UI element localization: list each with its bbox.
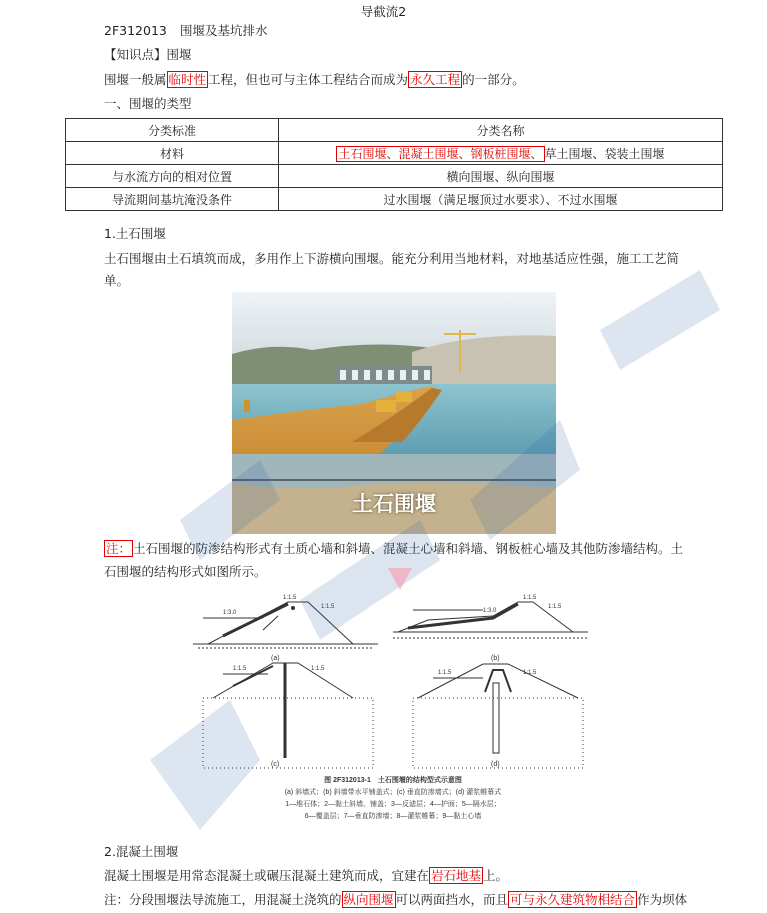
- concrete-text-before: 混凝土围堰是用常态混凝土或碾压混凝土建筑而成，宜建在: [104, 868, 430, 883]
- earth-rock-para-line2: 单。: [104, 273, 130, 288]
- concrete-note-middle: 可以两面挡水，而且: [395, 892, 509, 907]
- caption-line3: 6—覆盖层；7—垂直防渗墙；8—灌浆帷幕；9—黏土心墙: [304, 813, 482, 820]
- caption-line1: (a) 斜墙式；(b) 斜墙带水平铺盖式；(c) 垂直防渗墙式；(d) 灌浆帷幕式: [284, 789, 502, 796]
- highlight-permanent: 永久工程: [410, 72, 461, 87]
- table-cell-names: 过水围堰（满足堰顶过水要求）、不过水围堰: [279, 188, 723, 211]
- slope-label: 1:1.5: [321, 604, 335, 610]
- cofferdam-structure-figure: [193, 588, 593, 833]
- diagram-panel-d: [413, 664, 583, 768]
- panel-label-b: (b): [491, 655, 500, 662]
- table-header-row: [66, 119, 723, 142]
- highlight-combine: 可与永久建筑物相结合: [510, 892, 636, 907]
- caption-line2: 1—堆石体；2—黏土斜墙、铺盖；3—反滤层；4—护面；5—隔水层；: [285, 801, 501, 808]
- slope-label: 1:3.0: [483, 608, 497, 614]
- highlight-rock-foundation: 岩石地基: [431, 868, 482, 883]
- note-line2: 石围堰的结构形式如图所示。: [104, 564, 267, 579]
- concrete-note-after: 作为坝体: [637, 892, 688, 907]
- panel-label-d: (d): [491, 761, 500, 768]
- concrete-paragraph: [104, 867, 508, 885]
- panel-label-c: (c): [271, 761, 280, 768]
- slope-label: 1:1.5: [311, 666, 325, 672]
- slope-label: 1:1.5: [438, 670, 452, 676]
- table-header-cell: 分类标准: [66, 119, 279, 142]
- concrete-note-before: 注：分段围堰法导流施工，用混凝土浇筑的: [104, 892, 342, 907]
- earth-rock-heading: 1.土石围堰: [104, 226, 166, 241]
- table-cell-criterion: 材料: [66, 142, 279, 165]
- slope-label: 1:1.5: [283, 595, 297, 601]
- section-code: 2F312013: [104, 23, 167, 38]
- photo-caption: 土石围堰: [352, 492, 436, 516]
- watermark-logo-mark: [388, 568, 412, 590]
- intro-text-middle: 工程，但也可与主体工程结合而成为: [208, 72, 409, 87]
- slope-label: 1:1.5: [548, 604, 562, 610]
- table-cell-criterion: 导流期间基坑淹没条件: [66, 188, 279, 211]
- panel-labels: [271, 655, 500, 768]
- highlight-temporary: 临时性: [168, 72, 207, 87]
- concrete-heading: 2.混凝土围堰: [104, 844, 179, 859]
- earth-rock-para-line1: 土石围堰由土石填筑而成，多用作上下游横向围堰。能充分利用当地材料，对地基适应性强，施工工艺简: [104, 251, 680, 266]
- table-header-cell: 分类名称: [279, 119, 723, 142]
- page-title: 导截流2: [360, 4, 407, 19]
- table-row: [66, 142, 723, 165]
- cofferdam-photo: [232, 292, 556, 534]
- diagram-panel-a: [193, 602, 378, 648]
- table-row: [66, 188, 723, 211]
- classification-table: [65, 118, 723, 211]
- slope-label: 1:1.5: [233, 666, 247, 672]
- highlight-materials: 土石围堰、混凝土围堰、钢板桩围堰、: [338, 146, 543, 161]
- types-heading: 一、围堰的类型: [104, 96, 192, 111]
- table-row: [66, 165, 723, 188]
- slope-label: 1:3.0: [223, 610, 237, 616]
- concrete-note: [104, 891, 687, 909]
- caption-title: 图 2F312013-1 土石围堰的结构型式示意图: [324, 777, 462, 784]
- section-title: 围堰及基坑排水: [180, 23, 268, 38]
- cofferdam-diagram: [193, 588, 593, 833]
- concrete-text-after: 上。: [483, 868, 509, 883]
- figure-caption: [285, 775, 502, 820]
- intro-paragraph: [104, 71, 525, 89]
- intro-text-before: 围堰一般属: [104, 72, 167, 87]
- intro-text-after: 的一部分。: [462, 72, 525, 87]
- table-cell-names: 横向围堰、纵向围堰: [279, 165, 723, 188]
- diagram-panel-c: [203, 663, 373, 768]
- note-label: 注：: [106, 541, 132, 556]
- note-line1: [104, 540, 683, 558]
- highlight-longitudinal: 纵向围堰: [343, 892, 394, 907]
- knowledge-point: 【知识点】围堰: [104, 47, 192, 62]
- slope-label: 1:1.5: [523, 595, 537, 601]
- table-cell-criterion: 与水流方向的相对位置: [66, 165, 279, 188]
- panel-label-a: (a): [271, 655, 280, 662]
- note-text: 土石围堰的防渗结构形式有土质心墙和斜墙、混凝土心墙和斜墙、钢板桩心墙及其他防渗墙结构。土: [133, 541, 684, 556]
- table-cell-names: [279, 142, 723, 165]
- slope-label: 1:1.5: [523, 670, 537, 676]
- names-rest: 草土围堰、袋装土围堰: [544, 146, 665, 161]
